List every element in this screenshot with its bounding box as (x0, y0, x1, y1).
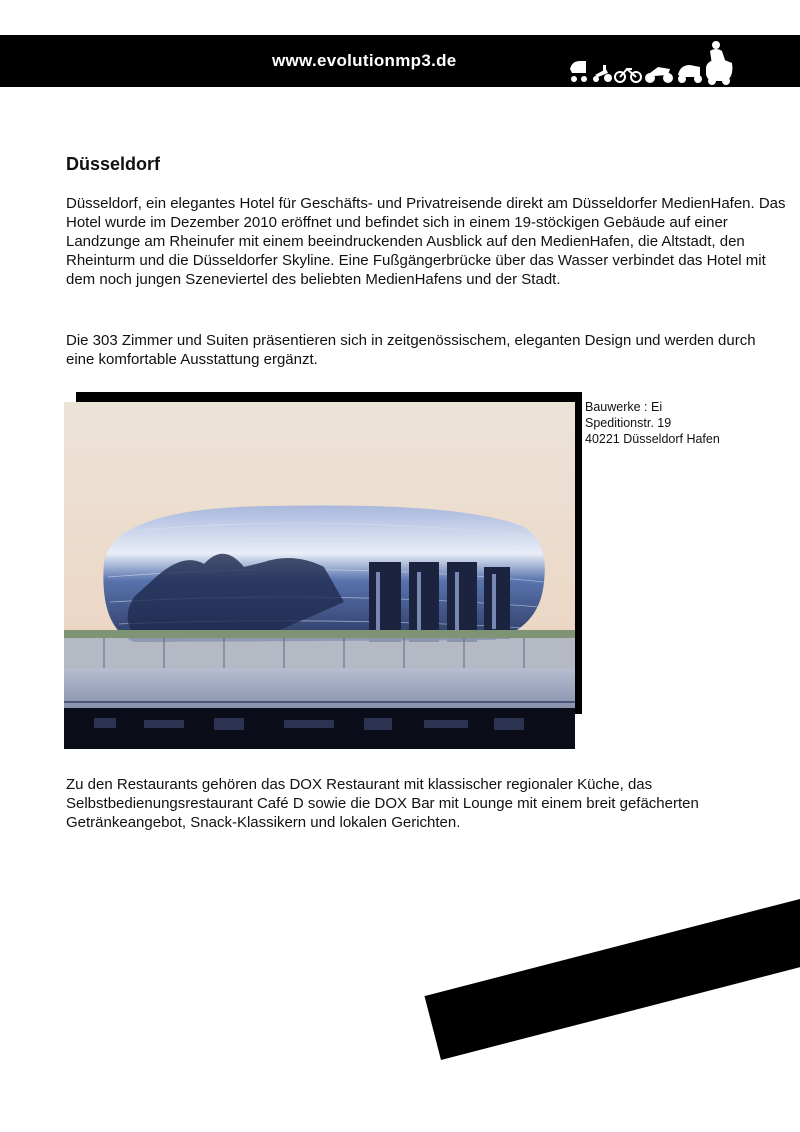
page-title: Düsseldorf (66, 154, 161, 174)
paragraph-restaurants: Zu den Restaurants gehören das DOX Restaurant mit klassischer regionaler Küche, das Selbstbedienungsrestaurant Café D sowie die DOX Bar mit Lounge mit einem breit gefächerten Getränkeangebot, Snack-Klassikern und lokalen Gerichten. (66, 776, 699, 831)
caption-line: Bauwerke : Ei (585, 400, 663, 414)
corner-label: Ei (590, 1005, 641, 1063)
photo-caption (585, 399, 720, 447)
paragraph-intro: Düsseldorf, ein elegantes Hotel für Geschäfts- und Privatreisende direkt am Düsseldorfer MedienHafen. Das Hotel wurde im Dezember 2010 eröffnet und befindet sich in einem 19-stöckigen Gebäude auf einer Landzunge am Rheinufer mit einem beeindruckenden Ausblick auf den MedienHafen, die Altstadt, den Rheinturm und die Düsseldorfer Skyline. Eine Fußgängerbrücke über das Wasser verbindet das Hotel mit dem noch jungen Szeneviertel des beliebten MedienHafens und der Stadt. (66, 195, 786, 288)
site-url[interactable]: www.evolutionmp3.de (272, 51, 457, 70)
paragraph-rooms: Die 303 Zimmer und Suiten präsentieren sich in zeitgenössischem, eleganten Design und werden durch eine komfortable Ausstattung ergänzt. (66, 332, 756, 368)
header-bar (0, 35, 800, 87)
building-photo (64, 402, 575, 749)
caption-line: Speditionstr. 19 (585, 416, 672, 430)
vehicles-evolution-icon (566, 39, 736, 85)
caption-line: 40221 Düsseldorf Hafen (585, 432, 720, 446)
